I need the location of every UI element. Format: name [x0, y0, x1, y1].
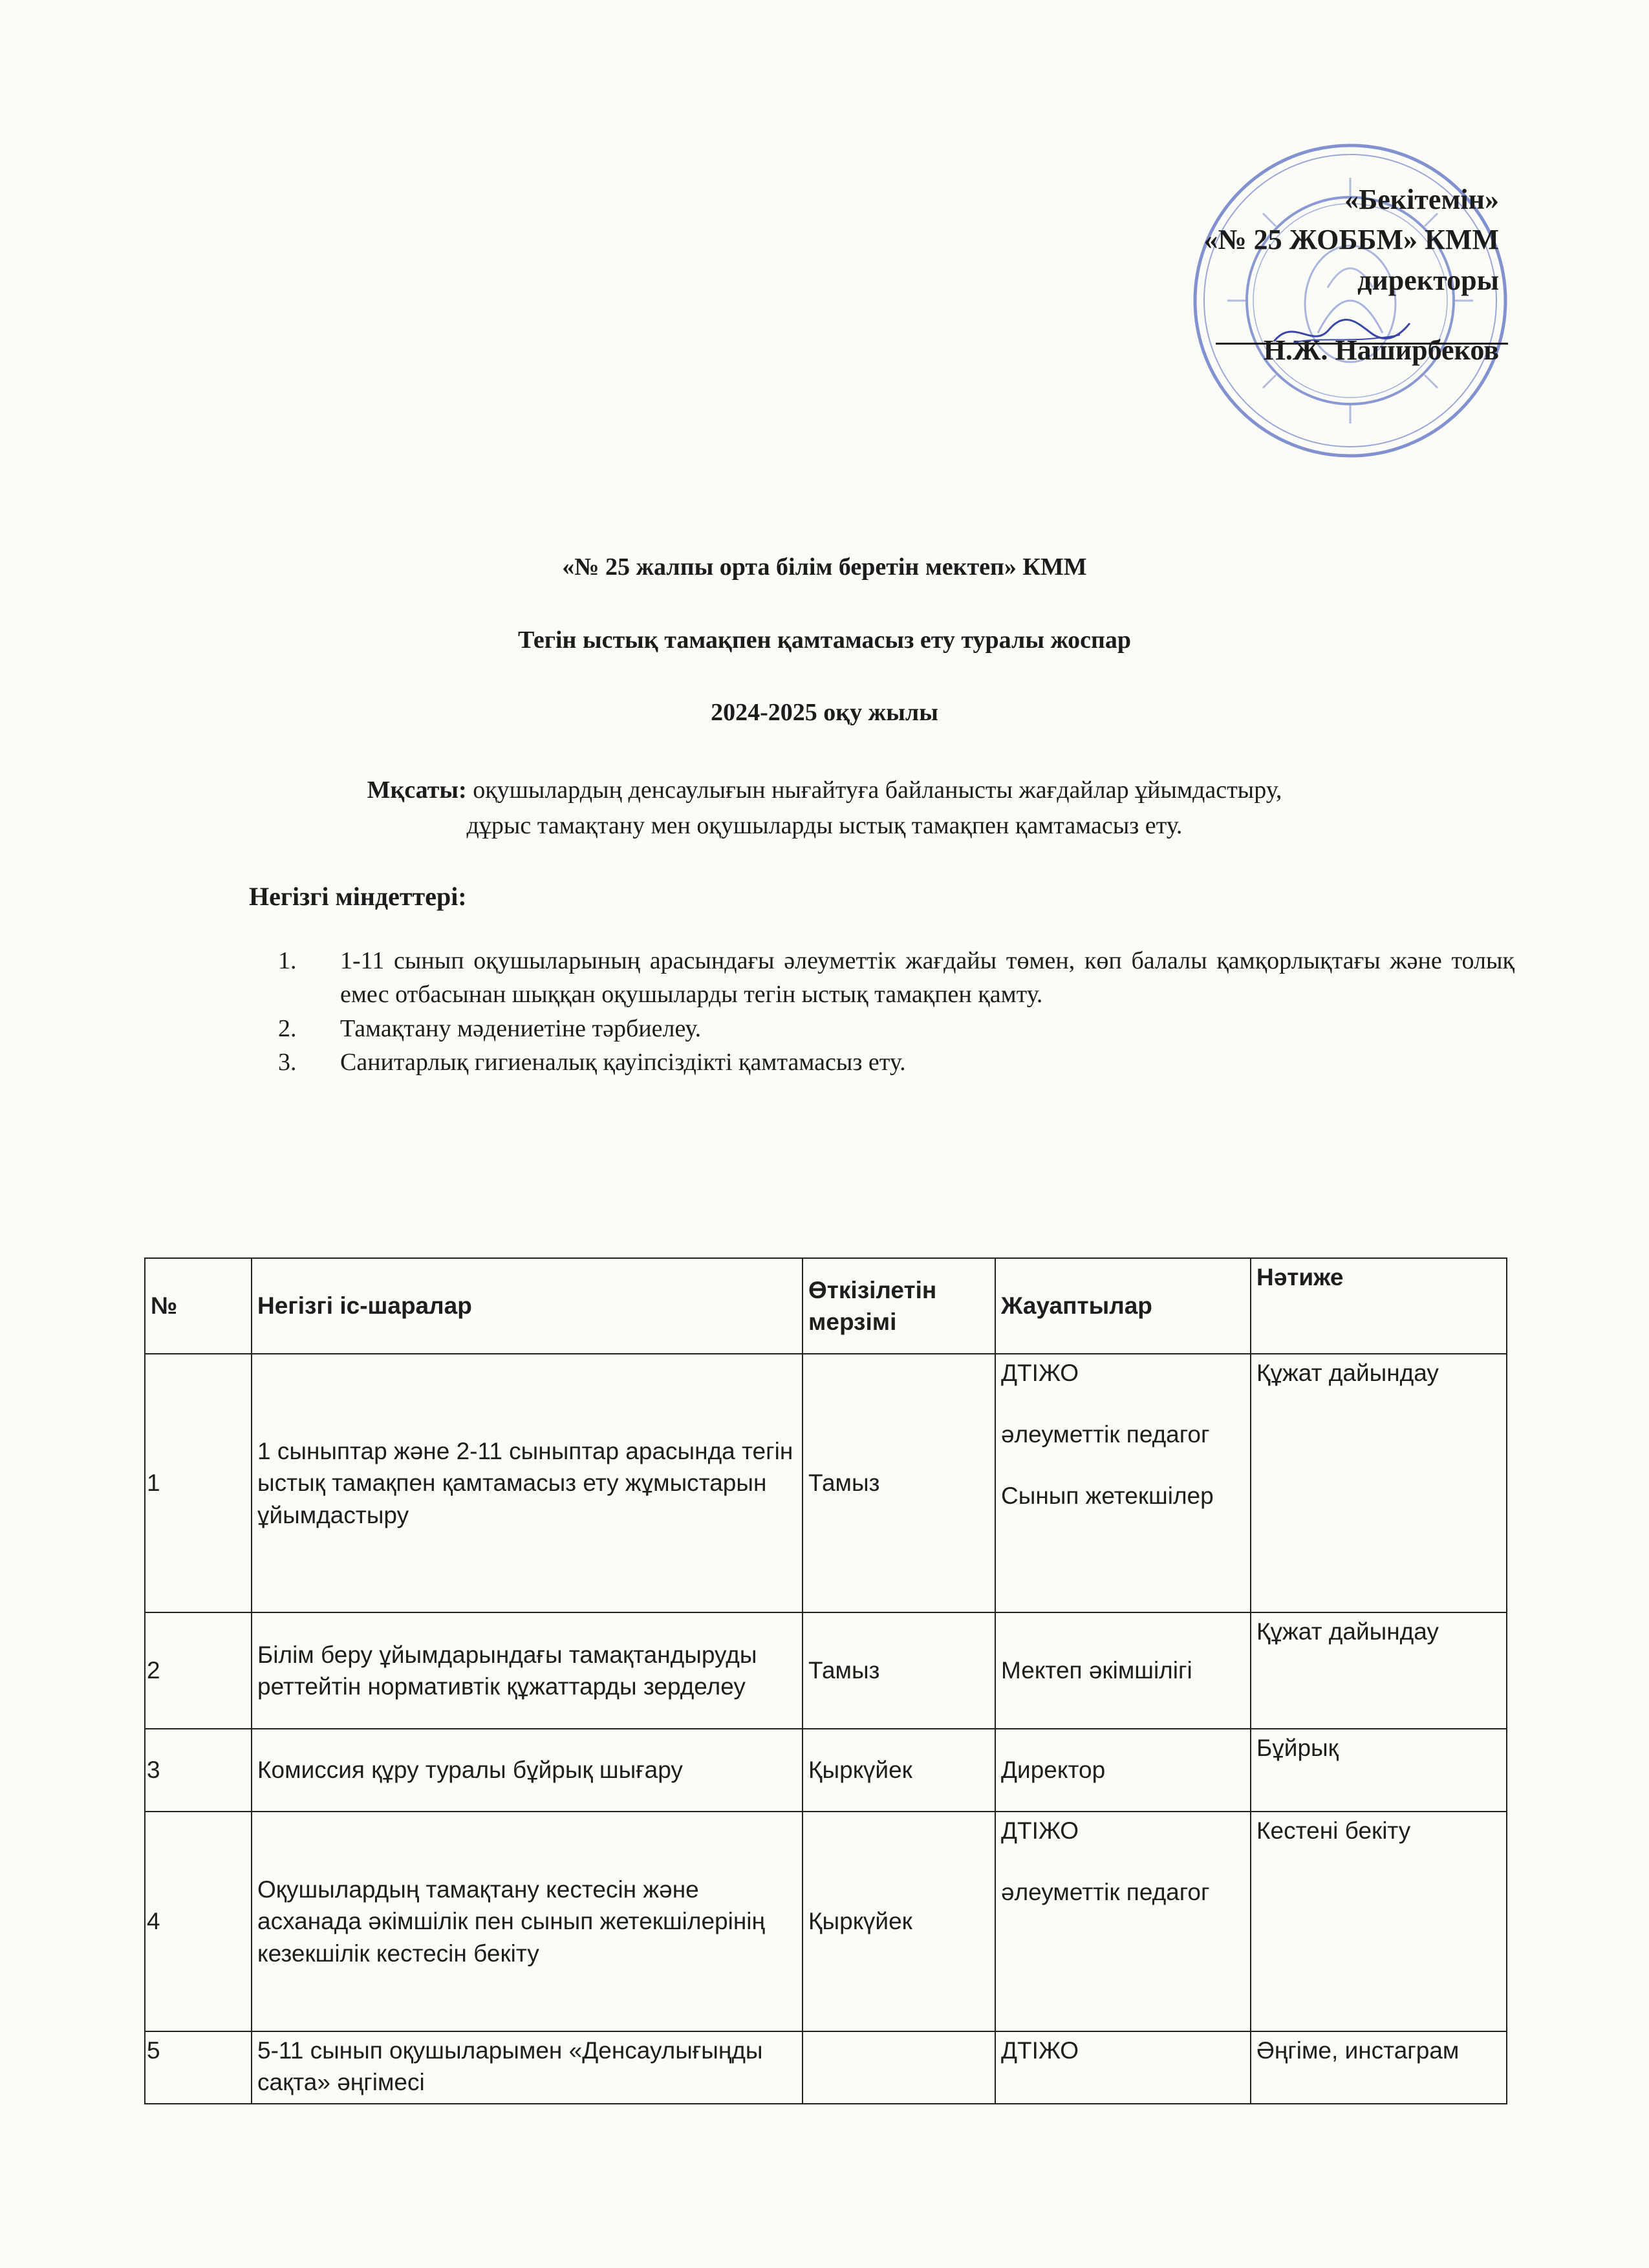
row-activity: 1 сыныптар және 2-11 сыныптар арасында тегін ыстық тамақпен қамтамасыз ету жұмыстарын ұйымдастыру	[252, 1354, 803, 1612]
row-result: Кестені бекіту	[1251, 1812, 1507, 2031]
row-activity: Оқушылардың тамақтану кестесін және асханада әкімшілік пен сынып жетекшілерінің кезекшілік кестесін бекіту	[252, 1812, 803, 2031]
purpose-block	[0, 773, 1649, 844]
approval-line-1: «Бекітемін»	[1344, 184, 1499, 215]
director-name: Н.Ж. Наширбеков	[1263, 334, 1499, 367]
row-deadline: Тамыз	[803, 1612, 995, 1729]
approval-line-2: «№ 25 ЖОББМ» КММ	[1203, 224, 1499, 256]
row-activity: Білім беру ұйымдарындағы тамақтандыруды реттейтін нормативтік құжаттарды зерделеу	[252, 1612, 803, 1729]
responsible-item: ДТІЖО	[1001, 1817, 1079, 1844]
header-deadline-line-1: Өткізілетін	[808, 1276, 937, 1303]
list-item-number: 3.	[278, 1049, 297, 1076]
responsible-item: әлеуметтік педагог	[1001, 1879, 1210, 1906]
responsible-item: Сынып жетекшілер	[1001, 1482, 1214, 1510]
row-deadline: Тамыз	[803, 1354, 995, 1612]
header-num: №	[145, 1258, 252, 1354]
table-row	[145, 1354, 1507, 1612]
header-deadline	[803, 1258, 995, 1354]
row-responsible	[995, 1612, 1251, 1729]
table-header-row	[145, 1258, 1507, 1354]
row-activity: 5-11 сынып оқушыларымен «Денсаулығыңды сақта» әңгімесі	[252, 2031, 803, 2104]
row-number: 5	[145, 2031, 252, 2104]
responsible-item: ДТІЖО	[1001, 1360, 1079, 1386]
responsible-item: әлеуметтік педагог	[1001, 1421, 1210, 1448]
list-item-text: Санитарлық гигиеналық қауіпсіздікті қамтамасыз ету.	[340, 1049, 906, 1076]
list-item-text: Тамақтану мәдениетіне тәрбиелеу.	[340, 1014, 702, 1042]
list-item-number: 2.	[278, 1014, 297, 1042]
row-responsible	[995, 1729, 1251, 1812]
row-deadline	[803, 2031, 995, 2104]
row-result: Құжат дайындау	[1251, 1354, 1507, 1612]
header-result: Нәтиже	[1251, 1258, 1507, 1354]
table-row	[145, 1812, 1507, 2031]
list-item-text: 1-11 сынып оқушыларының арасындағы әлеуметтік жағдайы төмен, көп балалы қамқорлықтағы және толық емес отбасынан шыққан оқушыларды тегін ыстық тамақпен қамту.	[340, 947, 1514, 1009]
table-row	[145, 2031, 1507, 2104]
responsible-item: Мектеп әкімшілігі	[1001, 1657, 1192, 1684]
org-name: «№ 25 жалпы орта білім беретін мектеп» КММ	[562, 553, 1087, 581]
row-number: 2	[145, 1612, 252, 1729]
tasks-list	[278, 944, 1514, 1080]
row-number: 1	[145, 1354, 252, 1612]
purpose-label: Мқсаты:	[367, 776, 467, 804]
row-result: Әңгіме, инстаграм	[1251, 2031, 1507, 2104]
approval-line-3: директоры	[1357, 264, 1499, 296]
plan-table	[144, 1257, 1507, 2104]
row-result: Құжат дайындау	[1251, 1612, 1507, 1729]
responsible-item: ДТІЖО	[1001, 2037, 1079, 2064]
row-responsible	[995, 1354, 1251, 1612]
row-deadline: Қыркүйек	[803, 1812, 995, 2031]
academic-year: 2024-2025 оқу жылы	[711, 699, 938, 726]
responsible-item: Директор	[1001, 1757, 1106, 1784]
row-number: 4	[145, 1812, 252, 2031]
list-item-number: 1.	[278, 947, 297, 974]
row-activity: Комиссия құру туралы бұйрық шығару	[252, 1729, 803, 1812]
list-item	[278, 1045, 1514, 1079]
purpose-text-line-1: оқушылардың денсаулығын нығайтуға байланысты жағдайлар ұйымдастыру,	[473, 776, 1282, 804]
document-title: Тегін ыстық тамақпен қамтамасыз ету туралы жоспар	[517, 626, 1132, 654]
table-row	[145, 1612, 1507, 1729]
tasks-title: Негізгі міндеттері:	[249, 882, 467, 911]
header-activity: Негізгі іс-шаралар	[252, 1258, 803, 1354]
row-result: Бұйрық	[1251, 1729, 1507, 1812]
header-deadline-line-2: мерзімі	[808, 1309, 897, 1335]
list-item	[278, 944, 1514, 1012]
row-deadline: Қыркүйек	[803, 1729, 995, 1812]
table-row	[145, 1729, 1507, 1812]
header-responsible: Жауаптылар	[995, 1258, 1251, 1354]
list-item	[278, 1012, 1514, 1045]
purpose-text-line-2: дұрыс тамақтану мен оқушыларды ыстық тамақпен қамтамасыз ету.	[466, 812, 1183, 840]
row-responsible	[995, 1812, 1251, 2031]
row-responsible	[995, 2031, 1251, 2104]
director-signature	[1267, 304, 1416, 356]
row-number: 3	[145, 1729, 252, 1812]
